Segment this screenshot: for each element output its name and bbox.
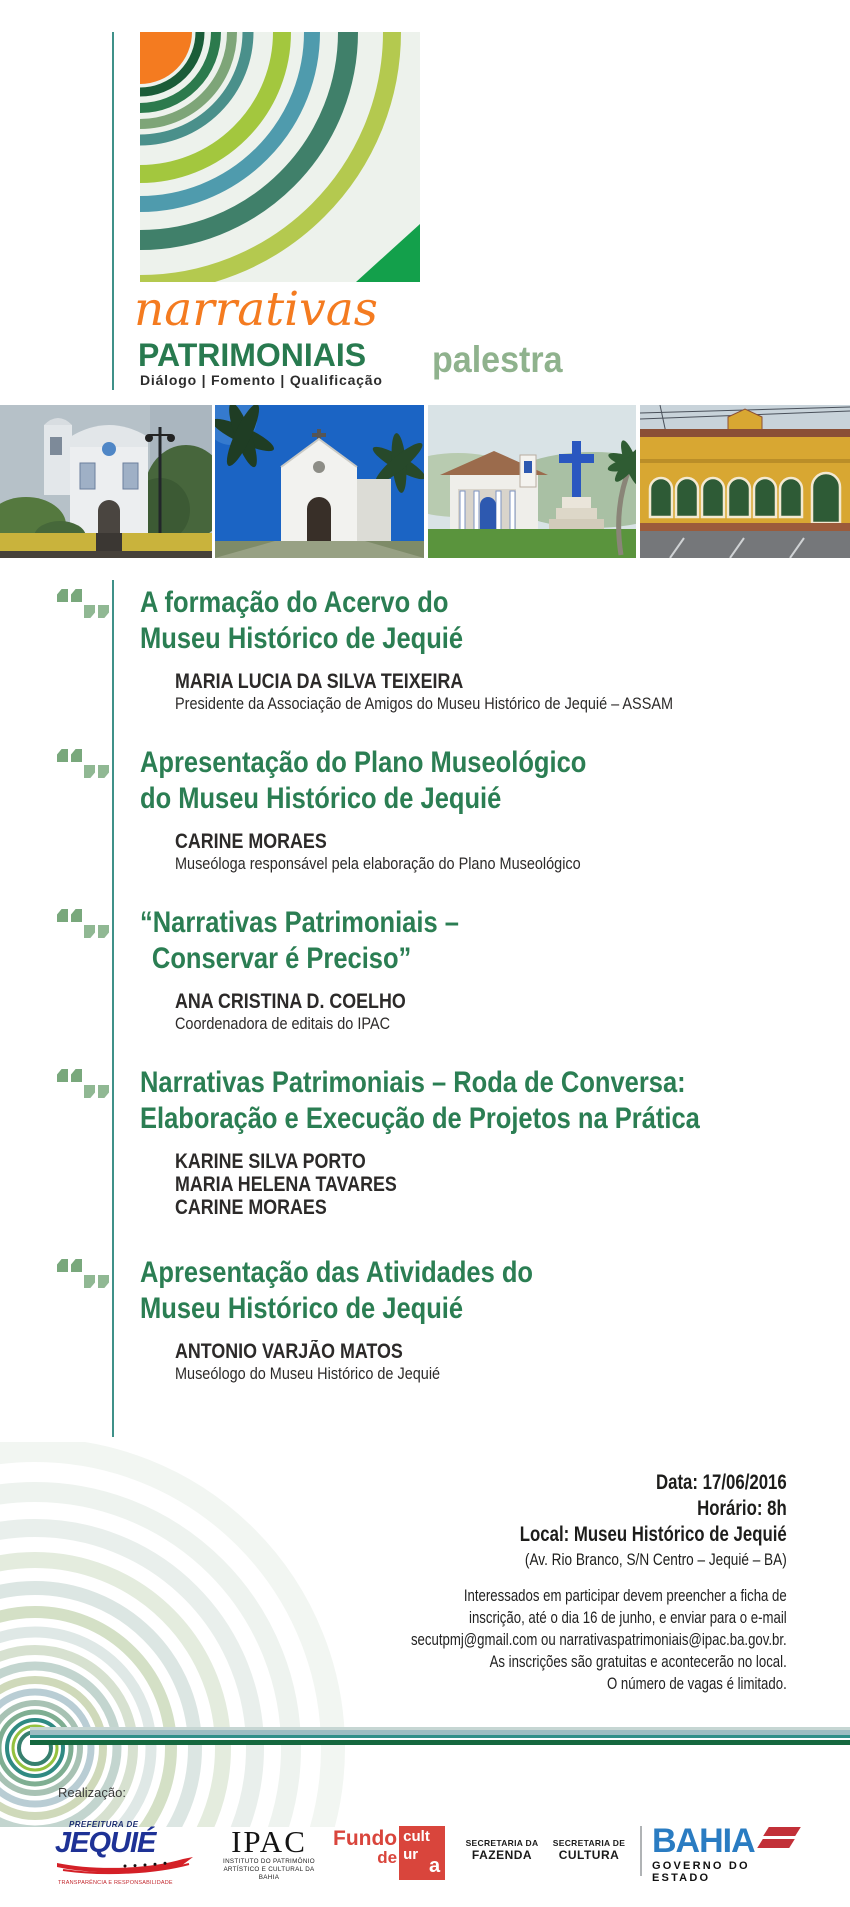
bahia-flag-icon <box>760 1827 800 1853</box>
brand-vertical-rule <box>112 32 114 390</box>
event-address: (Av. Rio Branco, S/N Centro – Jequié – BA) <box>525 1550 787 1569</box>
jequie-slogan: TRANSPARÊNCIA E RESPONSABILIDADE <box>58 1880 173 1886</box>
narrativas-patrimoniais-logo <box>140 32 420 282</box>
speaker-role: Coordenadora de editais do IPAC <box>175 1014 391 1033</box>
bahia-wordmark: BAHIA <box>652 1822 755 1860</box>
logo-secretaria-fazenda <box>458 1838 546 1862</box>
logo-fundo-de-cultura <box>333 1826 445 1880</box>
talk-item <box>140 905 840 1034</box>
talk-title-line: Museu Histórico de Jequié <box>140 1292 464 1325</box>
talk-title-line: Apresentação do Plano Museológico <box>140 746 587 779</box>
talk-title-line: do Museu Histórico de Jequié <box>140 782 502 815</box>
divider-band <box>30 1727 850 1745</box>
talk-item <box>140 585 840 714</box>
speaker-role: Presidente da Associação de Amigos do Museu Histórico de Jequié – ASSAM <box>175 694 674 713</box>
registration-info-line: secutpmj@gmail.com ou narrativaspatrimoniais@ipac.ba.gov.br. <box>411 1631 787 1649</box>
speaker-role: Museóloga responsável pela elaboração do Plano Museológico <box>175 854 581 873</box>
photo-casarao-amarelo <box>640 405 850 558</box>
jequie-swoosh <box>55 1857 195 1875</box>
speaker-name: CARINE MORAES <box>175 1196 327 1219</box>
quote-icon <box>57 909 113 943</box>
logo-prefeitura-jequie <box>55 1820 195 1886</box>
photo-igreja-colonial <box>0 405 212 558</box>
event-time: Horário: 8h <box>697 1497 787 1520</box>
registration-info-line: O número de vagas é limitado. <box>607 1675 787 1693</box>
quote-icon <box>57 1259 113 1293</box>
fundo-box-text: cult <box>403 1828 430 1845</box>
realization-label: Realização: <box>58 1785 126 1800</box>
fundo-word: Fundo <box>333 1827 398 1850</box>
secretaria-cultura-line: CULTURA <box>558 1848 620 1862</box>
registration-info <box>411 1585 787 1695</box>
logo-ipac <box>215 1826 323 1882</box>
talk-item <box>140 1065 840 1219</box>
talk-title <box>140 1255 735 1327</box>
talk-title <box>140 585 735 657</box>
brand-tagline: Diálogo | Fomento | Qualificação <box>140 372 383 388</box>
logo-secretaria-cultura <box>549 1838 629 1862</box>
talk-title-line: “Narrativas Patrimoniais – <box>140 906 459 939</box>
decorative-arcs <box>0 1442 345 1827</box>
talks-vertical-rule <box>112 580 114 1437</box>
photo-capela-branca <box>215 405 424 558</box>
brand-script-word: narrativas <box>134 282 378 337</box>
talk-item <box>140 1255 840 1384</box>
brand-main-word: PATRIMONIAIS <box>138 337 367 373</box>
talk-title-line: Apresentação das Atividades do <box>140 1256 534 1289</box>
event-location: Local: Museu Histórico de Jequié <box>520 1523 787 1546</box>
photo-capela-cruzeiro <box>428 405 636 558</box>
fundo-box-text: ur <box>403 1846 419 1863</box>
talk-title <box>140 1065 735 1137</box>
quote-icon <box>57 749 113 783</box>
bahia-subtitle: GOVERNO DO ESTADO <box>652 1860 750 1884</box>
talk-title-line: Museu Histórico de Jequié <box>140 622 464 655</box>
talk-title-line: Narrativas Patrimoniais – Roda de Conversa: <box>140 1066 686 1099</box>
registration-info-line: Interessados em participar devem preencher a ficha de <box>464 1587 787 1605</box>
secretaria-cultura-line: SECRETARIA DE <box>552 1838 626 1848</box>
speaker-name: ANTONIO VARJÃO MATOS <box>175 1340 403 1363</box>
footer-logos <box>0 1818 850 1903</box>
talk-title <box>140 745 735 817</box>
jequie-wordmark: JEQUIÉ <box>55 1827 156 1859</box>
event-details <box>411 1470 787 1695</box>
ipac-wordmark: IPAC <box>231 1824 307 1859</box>
talk-title-line: Elaboração e Execução de Projetos na Prática <box>140 1102 700 1135</box>
logo-divider <box>640 1826 642 1876</box>
fundo-cultura-box <box>399 1826 445 1880</box>
ipac-subtitle-line: ARTÍSTICO E CULTURAL DA BAHIA <box>223 1866 315 1881</box>
speaker-name: CARINE MORAES <box>175 830 327 853</box>
speaker-name: KARINE SILVA PORTO <box>175 1150 366 1173</box>
speaker-name: ANA CRISTINA D. COELHO <box>175 990 406 1013</box>
logo-bahia-governo <box>652 1824 812 1884</box>
speaker-name: MARIA LUCIA DA SILVA TEIXEIRA <box>175 670 464 693</box>
secretaria-fazenda-line: FAZENDA <box>471 1848 533 1862</box>
ipac-subtitle-line: INSTITUTO DO PATRIMÔNIO <box>223 1858 315 1865</box>
quote-icon <box>57 1069 113 1103</box>
secretaria-fazenda-line: SECRETARIA DA <box>465 1838 539 1848</box>
quote-icon <box>57 589 113 623</box>
registration-info-line: inscrição, até o dia 16 de junho, e enviar para o e-mail <box>469 1609 787 1627</box>
talk-title-line: A formação do Acervo do <box>140 586 449 619</box>
event-date: Data: 17/06/2016 <box>656 1471 787 1494</box>
fundo-de-word: de <box>377 1848 398 1867</box>
prefeitura-de-label: PREFEITURA DE <box>69 1820 139 1829</box>
speaker-name: MARIA HELENA TAVARES <box>175 1173 397 1196</box>
photo-strip <box>0 405 850 558</box>
event-type-label: palestra <box>432 339 563 380</box>
talk-title-line: Conservar é Preciso” <box>151 942 412 975</box>
speaker-role: Museólogo do Museu Histórico de Jequié <box>175 1364 441 1383</box>
fundo-box-text: a <box>429 1855 441 1877</box>
talk-title <box>140 905 735 977</box>
registration-info-line: As inscrições são gratuitas e acontecerão no local. <box>489 1653 787 1671</box>
talk-item <box>140 745 840 874</box>
